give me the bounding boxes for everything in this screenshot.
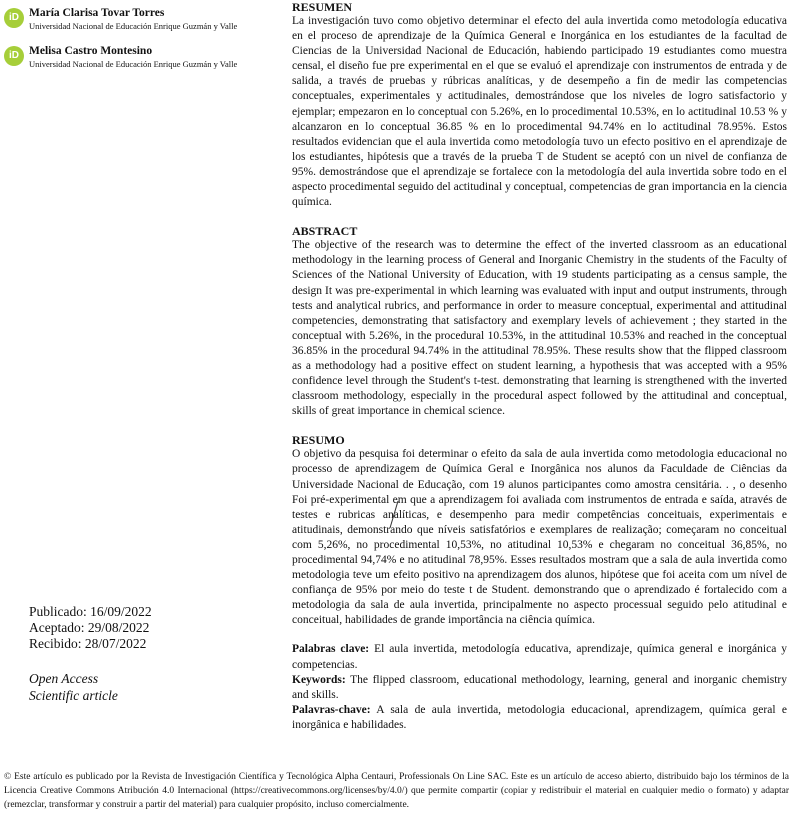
abstract-text: The objective of the research was to determine the effect of the inverted classroom as an educational methodology in the learning process of General and Inorganic Chemistry in the students of the Faculty of Sciences of the National University of Education, with 19 students participating as a census sample, the design It was pre-experimental in which learning was evaluated with input and output instruments, through tests and analytical rubrics, and performance in order to measure conceptual, experimental and attitudinal competencies, demonstrating that satisfactory and exemplary levels of achievement ; they started in the conceptual with 5.26%, in the procedural 10.53%, in the attitudinal 10.53% and reached in the conceptual 36.85% in the procedural 94.74% in the attitudinal 78.95%. These results show that the flipped classroom as a methodology had a positive effect on student learning, a hypothesis that was accepted with a 95% confidence level through the Student's t-test. demonstrating that learning is strengthened with the inverted classroom methodology, especially in the procedural aspect followed by the attitudinal and conceptual, skills of great importance in chemical science. [292, 239, 787, 418]
author-name: Melisa Castro Montesino [29, 45, 153, 57]
open-access-label: Open Access [29, 671, 99, 686]
keywords-es-label: Palabras clave: [292, 643, 370, 656]
published-date: Publicado: 16/09/2022 [29, 604, 152, 619]
article-type-label: Scientific article [29, 688, 118, 703]
abstract-section [292, 224, 787, 419]
cursor-mark-icon [386, 500, 402, 530]
orcid-icon[interactable]: iD [4, 8, 24, 28]
keywords-en [292, 673, 787, 703]
author-name: María Clarisa Tovar Torres [29, 7, 165, 19]
abstract-heading: ABSTRACT [292, 224, 358, 239]
main-column [292, 0, 787, 733]
orcid-icon[interactable]: iD [4, 46, 24, 66]
received-date: Recibido: 28/07/2022 [29, 636, 147, 651]
keywords-en-label: Keywords: [292, 673, 346, 686]
resumen-text: La investigación tuvo como objetivo determinar el efecto del aula invertida como metodología educativa en el proceso de aprendizaje de la Química General e Inorgánica en los estudiantes de la facultad de Ciencias de la Universidad Nacional de Educación, habiendo participado 19 estudiantes como muestra censal, el diseño fue pre experimental en el que se evaluó el aprendizaje con instrumentos de entrada y de salida, a través de pruebas y rúbricas analíticas, y de desempeño a fin de medir las competencias conceptuales, experimentales y actitudinales, demostrándose que los niveles de logro satisfactorio y ejemplar; empezaron en lo conceptual con 5.26%, en lo procedimental 10.53%, en lo actitudinal 10.53 % y alcanzaron en lo conceptual 36.85 % en lo procedimental 94.74% en lo actitudinal 78.95%. Estos resultados evidencian que el aula invertida como metodología tuvo un efecto positivo en el aprendizaje de los estudiantes, hipótesis que a través de la prueba T de Student se aceptó con un nivel de confianza de 95%. demostrándose que el aprendizaje se fortalece con la metodología del aula invertida sobre todo en el aspecto procedimental seguido del actitudinal y conceptual, competencias de gran importancia en la ciencia química. [292, 15, 787, 209]
author-2 [4, 44, 237, 70]
keywords-pt-text: A sala de aula invertida, metodologia educacional, aprendizagem, química geral e inorgânica e habilidades. [292, 703, 787, 731]
keywords-pt-label: Palavras-chave: [292, 703, 371, 716]
author-affiliation: Universidad Nacional de Educación Enrique Guzmán y Valle [29, 21, 238, 31]
keywords-es [292, 642, 787, 672]
keywords-pt [292, 703, 787, 733]
resumo-heading: RESUMO [292, 433, 345, 448]
resumo-text: O objetivo da pesquisa foi determinar o efeito da sala de aula invertida como metodologia educacional no processo de aprendizagem de Química Geral e Inorgânica nos alunos da Faculdade de Ciências da Universidade Nacional de Educação, com 19 alunos participantes como amostra censitária. . , o desenho Foi pré-experimental em que a aprendizagem foi avaliada com instrumentos de entrada e saída, através de testes e rubricas analíticas, e desempenho para medir competências conceituais, experimentais e atitudinais, demonstrando que níveis satisfatórios e exemplares de realização; começaram no conceitual com 5,26%, no procedimental 10,53%, no atitudinal 10,53% e chegaram no conceitual 36,85%, no procedimental 94,74% e no atitudinal 78,95%. Esses resultados mostram que a sala de aula invertida como metodologia teve um efeito positivo na aprendizagem dos alunos, hipótese que foi aceita com um nível de confiança de 95% por meio do teste t de Student. demonstrando que o aprendizado é fortalecido com a metodologia da sala de aula invertida, principalmente no aspecto processual seguido pelo atitudinal e conceitual, habilidades de grande importância na ciência química. [292, 448, 787, 627]
keywords-es-text: El aula invertida, metodología educativa, aprendizaje, química general e inorgánica y competencias. [292, 643, 787, 671]
article-meta [29, 670, 118, 704]
keywords-en-text: The flipped classroom, educational methodology, learning, general and inorganic chemistry and skills. [292, 673, 787, 701]
author-affiliation: Universidad Nacional de Educación Enrique Guzmán y Valle [29, 59, 238, 69]
author-1 [4, 6, 237, 32]
resumen-heading: RESUMEN [292, 0, 353, 14]
license-footer: © Este artículo es publicado por la Revista de Investigación Científica y Tecnológica Alpha Centauri, Professionals On Line SAC. Este es un artículo de acceso abierto, distribuido bajo los términos de la Licencia Creative Commons Atribución 4.0 Internacional (https://creativecommons.org/licenses/by/4.0/) que permite compartir (copiar y redistribuir el material en cualquier medio o formato) y adaptar (remezclar, transformar y construir a partir del material) para cualquier propósito, incluso comercialmente. [4, 772, 789, 810]
keywords-section [292, 642, 787, 733]
resumen-section [292, 0, 787, 210]
accepted-date: Aceptado: 29/08/2022 [29, 620, 150, 635]
resumo-section [292, 433, 787, 628]
article-dates [29, 604, 152, 652]
